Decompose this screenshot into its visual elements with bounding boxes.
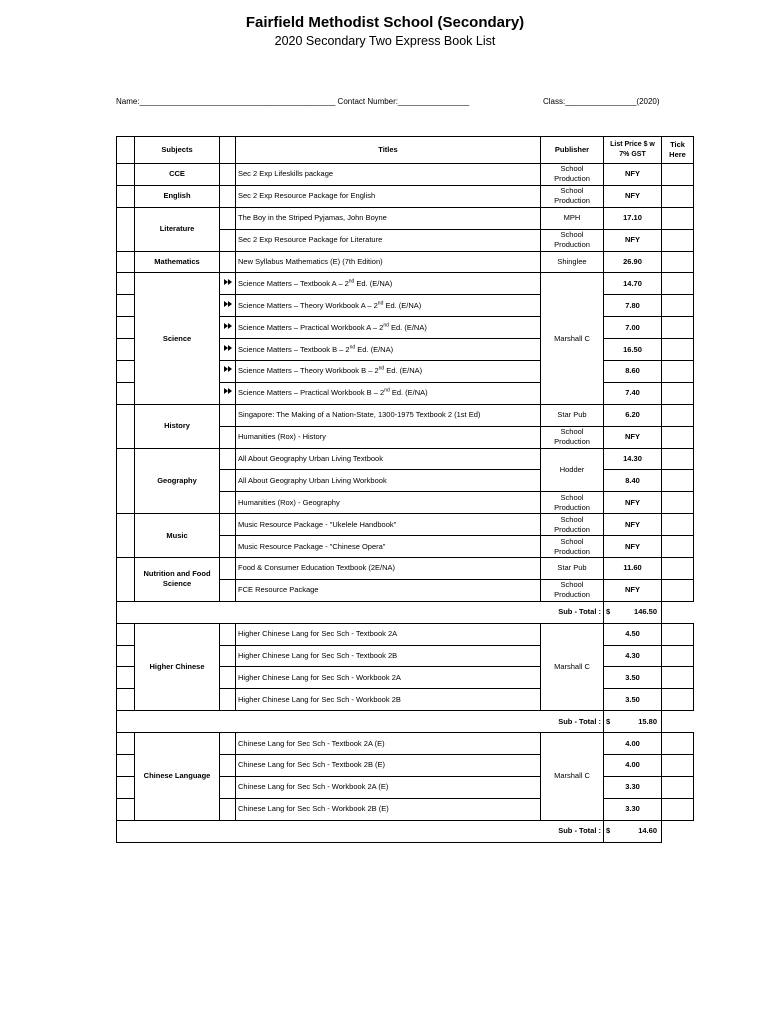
col-header-tick: Tick Here — [662, 137, 694, 164]
price-cell: 14.70 — [604, 273, 662, 295]
table-row — [117, 733, 694, 755]
publisher-cell: School Production — [541, 185, 604, 207]
tick-box[interactable] — [662, 798, 694, 820]
publisher-cell: School Production — [541, 514, 604, 536]
name-contact-field[interactable]: Name:____________________________________________ Contact Number:________________ — [116, 97, 470, 106]
subtotal-label: Sub - Total : — [117, 711, 604, 733]
fast-forward-icon — [224, 345, 232, 352]
price-cell: NFY — [604, 492, 662, 514]
table-row — [117, 185, 694, 207]
publisher-cell: School Production — [541, 492, 604, 514]
title-cell: Music Resource Package - "Chinese Opera" — [236, 536, 541, 558]
price-cell: 7.00 — [604, 317, 662, 339]
fast-forward-icon — [224, 279, 232, 286]
fast-forward-icon — [224, 388, 232, 395]
subject-nutrition: Nutrition and Food Science — [135, 558, 220, 602]
title-cell: Music Resource Package - "Ukelele Handbook" — [236, 514, 541, 536]
title-cell: Humanities (Rox) - Geography — [236, 492, 541, 514]
tick-box[interactable] — [662, 733, 694, 755]
price-cell: 16.50 — [604, 339, 662, 361]
subject-music: Music — [135, 514, 220, 558]
tick-box[interactable] — [662, 536, 694, 558]
page-title: Fairfield Methodist School (Secondary) — [245, 14, 525, 31]
title-cell: Sec 2 Exp Lifeskills package — [236, 164, 541, 186]
tick-box[interactable] — [662, 361, 694, 383]
col-header-subjects: Subjects — [135, 137, 220, 164]
col-header-publisher: Publisher — [541, 137, 604, 164]
title-cell: New Syllabus Mathematics (E) (7th Edition) — [236, 251, 541, 273]
price-cell: NFY — [604, 514, 662, 536]
fast-forward-icon — [224, 301, 232, 308]
title-cell: Science Matters – Theory Workbook A – 2nd Ed. (E/NA) — [236, 295, 541, 317]
title-cell: Sec 2 Exp Resource Package for English — [236, 185, 541, 207]
price-cell: NFY — [604, 426, 662, 448]
col-header-price: List Price $ w 7% GST — [604, 137, 662, 164]
title-cell: Chinese Lang for Sec Sch - Workbook 2A (E) — [236, 776, 541, 798]
price-cell: 8.40 — [604, 470, 662, 492]
publisher-cell: Star Pub — [541, 404, 604, 426]
price-cell: NFY — [604, 229, 662, 251]
tick-box[interactable] — [662, 229, 694, 251]
title-cell: Higher Chinese Lang for Sec Sch - Textbook 2B — [236, 645, 541, 667]
publisher-cell: Hodder — [541, 448, 604, 492]
subtotal-value: $ 15.80 — [604, 711, 662, 733]
tick-box[interactable] — [662, 273, 694, 295]
subject-mathematics: Mathematics — [135, 251, 220, 273]
table-row — [117, 448, 694, 470]
tick-box[interactable] — [662, 251, 694, 273]
price-cell: 6.20 — [604, 404, 662, 426]
subtotal-row — [117, 601, 694, 623]
publisher-cell: Marshall C — [541, 273, 604, 404]
price-cell: 3.50 — [604, 689, 662, 711]
subtotal-value: $ 146.50 — [604, 601, 662, 623]
tick-box[interactable] — [662, 382, 694, 404]
table-row — [117, 404, 694, 426]
price-cell: 8.60 — [604, 361, 662, 383]
tick-box[interactable] — [662, 317, 694, 339]
price-cell: 14.30 — [604, 448, 662, 470]
publisher-cell: School Production — [541, 164, 604, 186]
subject-chinese-language: Chinese Language — [135, 733, 220, 821]
tick-box[interactable] — [662, 404, 694, 426]
table-row — [117, 558, 694, 580]
title-cell: Sec 2 Exp Resource Package for Literature — [236, 229, 541, 251]
price-cell: 4.00 — [604, 733, 662, 755]
title-cell: FCE Resource Package — [236, 579, 541, 601]
title-cell: Chinese Lang for Sec Sch - Textbook 2A (E) — [236, 733, 541, 755]
table-row — [117, 623, 694, 645]
price-cell: 17.10 — [604, 207, 662, 229]
title-cell: Humanities (Rox) - History — [236, 426, 541, 448]
price-cell: 26.90 — [604, 251, 662, 273]
title-cell: Food & Consumer Education Textbook (2E/NA) — [236, 558, 541, 580]
publisher-cell: MPH — [541, 207, 604, 229]
subtotal-row — [117, 820, 694, 842]
tick-box[interactable] — [662, 295, 694, 317]
tick-box[interactable] — [662, 623, 694, 645]
price-cell: NFY — [604, 579, 662, 601]
blank-cell — [220, 137, 236, 164]
subject-history: History — [135, 404, 220, 448]
subtotal-label: Sub - Total : — [117, 820, 604, 842]
subtotal-value: $ 14.60 — [604, 820, 662, 842]
table-row — [117, 207, 694, 229]
title-cell: All About Geography Urban Living Workbook — [236, 470, 541, 492]
price-cell: 4.50 — [604, 623, 662, 645]
publisher-cell: School Production — [541, 579, 604, 601]
title-cell: Higher Chinese Lang for Sec Sch - Workbook 2A — [236, 667, 541, 689]
subject-cce: CCE — [135, 164, 220, 186]
title-cell: All About Geography Urban Living Textbook — [236, 448, 541, 470]
tick-box[interactable] — [662, 426, 694, 448]
subject-science: Science — [135, 273, 220, 404]
subtotal-label: Sub - Total : — [117, 601, 604, 623]
title-cell: The Boy in the Striped Pyjamas, John Boyne — [236, 207, 541, 229]
title-cell: Higher Chinese Lang for Sec Sch - Workbook 2B — [236, 689, 541, 711]
price-cell: 4.00 — [604, 755, 662, 777]
tick-box[interactable] — [662, 579, 694, 601]
price-cell: NFY — [604, 164, 662, 186]
publisher-cell: School Production — [541, 426, 604, 448]
book-list-table — [116, 136, 694, 843]
price-cell: 3.50 — [604, 667, 662, 689]
col-header-titles: Titles — [236, 137, 541, 164]
page-subtitle: 2020 Secondary Two Express Book List — [274, 34, 496, 48]
tick-box[interactable] — [662, 492, 694, 514]
publisher-cell: School Production — [541, 229, 604, 251]
price-cell: 7.80 — [604, 295, 662, 317]
publisher-cell: School Production — [541, 536, 604, 558]
blank-cell — [117, 137, 135, 164]
price-cell: 11.60 — [604, 558, 662, 580]
tick-box[interactable] — [662, 776, 694, 798]
title-cell: Science Matters – Practical Workbook B – 2nd Ed. (E/NA) — [236, 382, 541, 404]
table-row — [117, 273, 694, 295]
tick-box[interactable] — [662, 164, 694, 186]
subtotal-row — [117, 711, 694, 733]
title-cell: Singapore: The Making of a Nation-State, 1300-1975 Textbook 2 (1st Ed) — [236, 404, 541, 426]
table-row — [117, 251, 694, 273]
publisher-cell: Marshall C — [541, 733, 604, 821]
title-cell: Science Matters – Practical Workbook A – 2nd Ed. (E/NA) — [236, 317, 541, 339]
price-cell: NFY — [604, 185, 662, 207]
tick-box[interactable] — [662, 558, 694, 580]
subject-literature: Literature — [135, 207, 220, 251]
title-cell: Science Matters – Textbook B – 2nd Ed. (E/NA) — [236, 339, 541, 361]
price-cell: 4.30 — [604, 645, 662, 667]
tick-box[interactable] — [662, 470, 694, 492]
title-cell: Higher Chinese Lang for Sec Sch - Textbook 2A — [236, 623, 541, 645]
title-cell: Science Matters – Theory Workbook B – 2nd Ed. (E/NA) — [236, 361, 541, 383]
tick-box[interactable] — [662, 339, 694, 361]
price-cell: NFY — [604, 536, 662, 558]
table-row — [117, 514, 694, 536]
tick-box[interactable] — [662, 448, 694, 470]
publisher-cell: Star Pub — [541, 558, 604, 580]
subject-english: English — [135, 185, 220, 207]
table-row — [117, 164, 694, 186]
fast-forward-icon — [224, 323, 232, 330]
tick-box[interactable] — [662, 689, 694, 711]
fast-forward-icon — [224, 366, 232, 373]
subject-higher-chinese: Higher Chinese — [135, 623, 220, 711]
price-cell: 3.30 — [604, 798, 662, 820]
tick-box[interactable] — [662, 755, 694, 777]
title-cell: Science Matters – Textbook A – 2nd Ed. (E/NA) — [236, 273, 541, 295]
price-cell: 7.40 — [604, 382, 662, 404]
tick-box[interactable] — [662, 207, 694, 229]
price-cell: 3.30 — [604, 776, 662, 798]
publisher-cell: Shinglee — [541, 251, 604, 273]
tick-box[interactable] — [662, 514, 694, 536]
tick-box[interactable] — [662, 667, 694, 689]
tick-box[interactable] — [662, 185, 694, 207]
title-cell: Chinese Lang for Sec Sch - Workbook 2B (E) — [236, 798, 541, 820]
class-field[interactable]: Class:________________(2020) — [543, 97, 660, 106]
publisher-cell: Marshall C — [541, 623, 604, 711]
title-cell: Chinese Lang for Sec Sch - Textbook 2B (E) — [236, 755, 541, 777]
tick-box[interactable] — [662, 645, 694, 667]
subject-geography: Geography — [135, 448, 220, 514]
